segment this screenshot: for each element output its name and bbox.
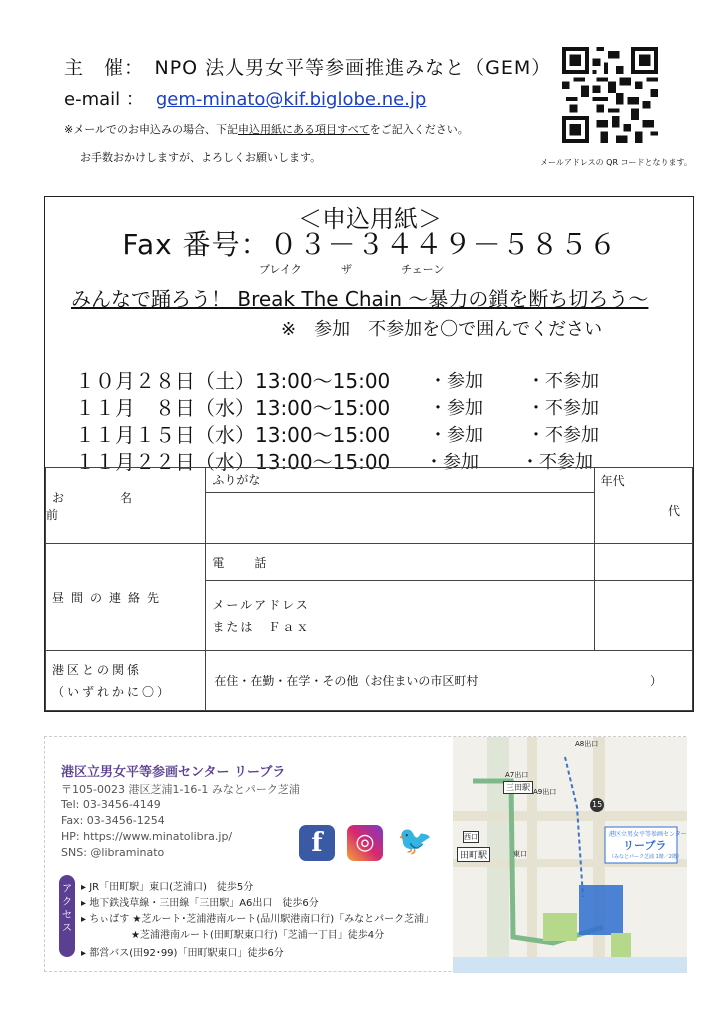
form-title: ＜申込用紙＞ [298, 205, 442, 233]
access-map [453, 737, 687, 973]
ruby-chain: チェーン [401, 263, 445, 276]
map-a8-exit: A8出口 [575, 740, 599, 748]
attend-option[interactable]: ・参加 [429, 371, 483, 392]
access-jr: ▸ JR「田町駅」東口(芝浦口) 徒歩5分 [81, 882, 254, 893]
map-center-small: 港区立男女平等参画センター [609, 831, 687, 838]
map-east-exit: 東口 [513, 850, 527, 858]
note-b: 申込用紙にある項目すべて [238, 123, 370, 136]
fax-number: Fax 番号：０３－３４４９－５８５６ [122, 228, 618, 261]
email-label: e-mail ： [64, 89, 144, 110]
session-date: １１月 ８日（水）13:00～15:00 [75, 396, 391, 420]
access-subway: ▸ 地下鉄浅草線・三田線「三田駅」A6出口 徒歩6分 [81, 898, 319, 909]
venue-address: 〒105-0023 港区芝浦1-16-1 みなとパーク芝浦 [61, 783, 300, 796]
mail-fax-field[interactable] [594, 581, 692, 651]
attend-option[interactable]: ・参加 [429, 398, 483, 419]
venue-sns[interactable]: SNS: @libraminato [61, 846, 165, 859]
venue-tel: Tel: 03-3456-4149 [61, 798, 161, 811]
contact-label: 昼間の連絡先 [52, 590, 167, 605]
twitter-icon[interactable]: 🐦 [397, 824, 433, 857]
session-date: １１月１５日（水）13:00～15:00 [75, 423, 391, 447]
phone-label: 電 話 [206, 544, 594, 581]
map-center-subtitle: （みなとパーク芝浦 1階／2階） [609, 854, 682, 860]
relation-options: 在住・在勤・在学・その他（お住まいの市区町村 [214, 674, 479, 688]
instagram-icon[interactable]: ◎ [347, 825, 383, 861]
venue-title: 港区立男女平等参画センター リーブラ [61, 765, 286, 780]
access-toei-bus: ▸ 都営バス(田92･99)「田町駅東口」徒歩6分 [81, 948, 284, 959]
phone-field[interactable] [594, 544, 692, 581]
map-tamachi-station: 田町駅 [457, 847, 490, 862]
email-line [64, 85, 426, 111]
venue-hp[interactable]: HP: https://www.minatolibra.jp/ [61, 830, 233, 843]
ruby-the: ザ [341, 263, 352, 276]
session-date: １１月２２日（水）13:00～15:00 [75, 450, 391, 474]
relation-label-cell [46, 651, 206, 711]
ruby-break: ブレイク [259, 263, 302, 276]
attend-option[interactable]: ・参加 [425, 452, 479, 473]
email-note [64, 121, 469, 137]
mail-fax-label-1: メールアドレス [212, 597, 310, 612]
attend-option[interactable]: ・参加 [429, 425, 483, 446]
qr-code [562, 47, 658, 143]
relation-close: ） [649, 674, 662, 688]
map-route-15: 15 [592, 800, 603, 809]
mail-fax-label-2: または Ｆａｘ [212, 619, 311, 634]
session-date: １０月２８日（土）13:00～15:00 [75, 369, 391, 393]
name-label: お 名 前 [46, 490, 189, 522]
relation-field[interactable] [206, 651, 693, 711]
furigana-label: ふりがな [206, 468, 593, 493]
age-unit: 代 [667, 504, 680, 518]
age-label: 年代 [600, 474, 625, 488]
event-title: みんなで踊ろう！ Break The Chain ～暴力の鎖を断ち切ろう～ [71, 287, 649, 311]
access-chiibasu-2: ★芝浦港南ルート(田町駅東口行)「芝浦一丁目」徒歩4分 [81, 930, 385, 941]
instruction: ※ 参加 不参加を〇で囲んでください [281, 319, 603, 340]
absent-option[interactable]: ・不参加 [521, 452, 593, 473]
map-a9-exit: A9出口 [533, 788, 557, 796]
map-west-exit: 西口 [464, 833, 478, 841]
map-a7-exit: A7出口 [505, 771, 529, 779]
application-form [44, 196, 694, 712]
note-c: をご記入ください。 [369, 123, 469, 136]
map-center-title: リーブラ [623, 839, 667, 852]
absent-option[interactable]: ・不参加 [527, 371, 599, 392]
request-note: お手数おかけしますが、よろしくお願いします。 [80, 151, 322, 164]
email-link[interactable]: gem-minato@kif.biglobe.ne.jp [155, 89, 427, 110]
map-mita-station: 三田駅 [503, 781, 533, 794]
facebook-icon[interactable]: f [299, 825, 335, 861]
access-chiibasu: ▸ ちぃばす ★芝ルート･芝浦港南ルート(品川駅港南口行)「みなとパーク芝浦」 [81, 914, 435, 925]
name-label-cell [46, 468, 206, 544]
name-field[interactable] [206, 468, 594, 544]
absent-option[interactable]: ・不参加 [527, 398, 599, 419]
qr-caption: メールアドレスの QR コードとなります。 [540, 158, 692, 167]
absent-option[interactable]: ・不参加 [527, 425, 599, 446]
age-field[interactable] [594, 468, 692, 544]
venue-fax: Fax: 03-3456-1254 [61, 814, 165, 827]
contact-label-cell [46, 544, 206, 651]
access-badge: アクセス [59, 875, 75, 957]
mail-fax-label-cell [206, 581, 594, 651]
venue-info [44, 736, 686, 972]
organizer: 主 催： NPO 法人男女平等参画推進みなと（GEM） [64, 57, 552, 79]
entry-table [45, 467, 693, 711]
relation-label-2: （いずれかに〇） [52, 684, 173, 699]
note-a: ※メールでのお申込みの場合、下記 [64, 123, 238, 136]
relation-label-1: 港区との関係 [52, 662, 143, 677]
